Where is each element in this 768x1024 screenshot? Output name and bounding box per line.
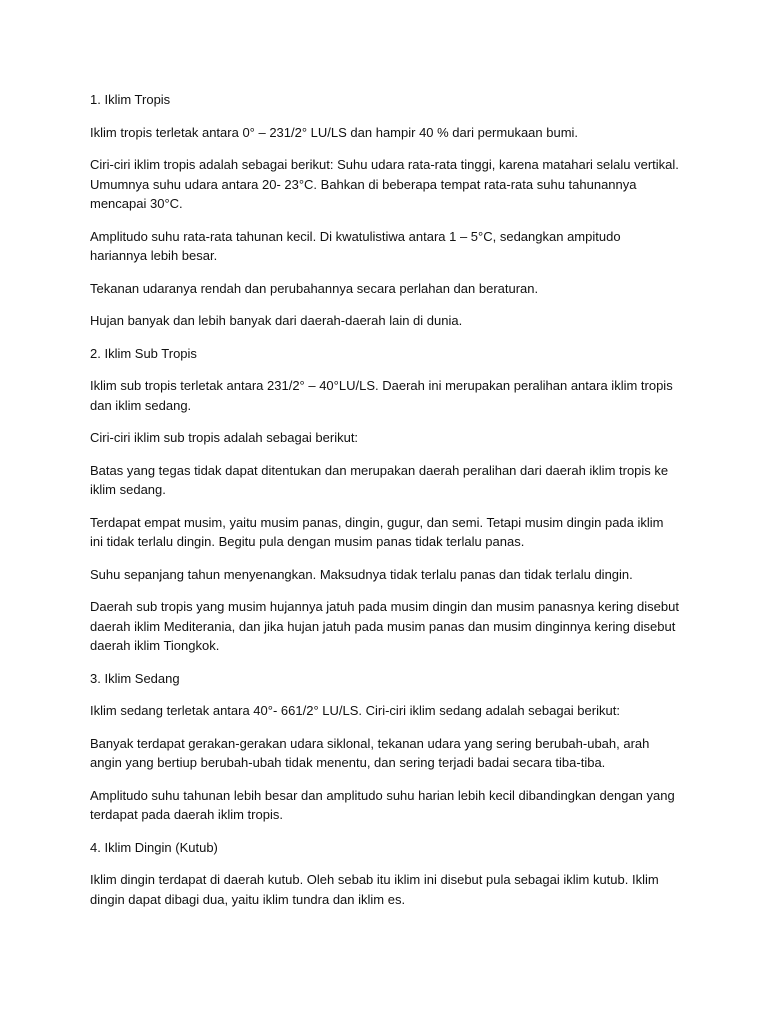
section-heading-tropis: 1. Iklim Tropis — [90, 92, 171, 107]
document-body — [90, 90, 680, 922]
paragraph: Banyak terdapat gerakan-gerakan udara siklonal, tekanan udara yang sering berubah-ubah, arah angin yang bertiup berubah-ubah tidak menentu, dan sering terjadi badai secara tiba-tiba. — [90, 735, 650, 770]
paragraph: Hujan banyak dan lebih banyak dari daerah-daerah lain di dunia. — [90, 313, 463, 328]
paragraph: Terdapat empat musim, yaitu musim panas, dingin, gugur, dan semi. Tetapi musim dingin pada iklim ini tidak terlalu dingin. Begitu pula dengan musim panas tidak terlalu panas. — [90, 514, 664, 549]
paragraph: Suhu sepanjang tahun menyenangkan. Maksudnya tidak terlalu panas dan tidak terlalu dingin. — [90, 566, 633, 582]
paragraph: Ciri-ciri iklim tropis adalah sebagai berikut: Suhu udara rata-rata tinggi, karena matahari selalu vertikal. Umumnya suhu udara antara 20- 23°C. Bahkan di beberapa tempat rata-rata suhu tahunannya mencapai 30°C. — [90, 157, 679, 211]
paragraph: Iklim dingin terdapat di daerah kutub. Oleh sebab itu iklim ini disebut pula sebagai iklim kutub. Iklim dingin dapat dibagi dua, yaitu iklim tundra dan iklim es. — [90, 872, 659, 907]
paragraph: Iklim sub tropis terletak antara 231/2° – 40°LU/LS. Daerah ini merupakan peralihan antara iklim tropis dan iklim sedang. — [90, 378, 673, 413]
paragraph: Daerah sub tropis yang musim hujannya jatuh pada musim dingin dan musim panasnya kering disebut daerah iklim Mediterania, dan jika hujan jatuh pada musim panas dan musim dinginnya kering disebut daerah iklim Tiongkok. — [90, 599, 679, 653]
section-heading-sedang: 3. Iklim Sedang — [90, 670, 180, 686]
section-heading-sub-tropis: 2. Iklim Sub Tropis — [90, 345, 197, 361]
paragraph: Amplitudo suhu rata-rata tahunan kecil. Di kwatulistiwa antara 1 – 5°C, sedangkan ampitudo hariannya lebih besar. — [90, 228, 621, 263]
paragraph: Tekanan udaranya rendah dan perubahannya secara perlahan dan beraturan. — [90, 280, 539, 296]
paragraph: Amplitudo suhu tahunan lebih besar dan amplitudo suhu harian lebih kecil dibandingkan dengan yang terdapat pada daerah iklim tropis. — [90, 787, 675, 822]
paragraph: Batas yang tegas tidak dapat ditentukan dan merupakan daerah peralihan dari daerah iklim tropis ke iklim sedang. — [90, 462, 669, 497]
paragraph: Ciri-ciri iklim sub tropis adalah sebagai berikut: — [90, 430, 359, 445]
paragraph: Iklim sedang terletak antara 40°- 661/2° LU/LS. Ciri-ciri iklim sedang adalah sebagai berikut: — [90, 703, 620, 718]
paragraph: Iklim tropis terletak antara 0° – 231/2° LU/LS dan hampir 40 % dari permukaan bumi. — [90, 124, 579, 140]
section-heading-dingin: 4. Iklim Dingin (Kutub) — [90, 839, 218, 855]
